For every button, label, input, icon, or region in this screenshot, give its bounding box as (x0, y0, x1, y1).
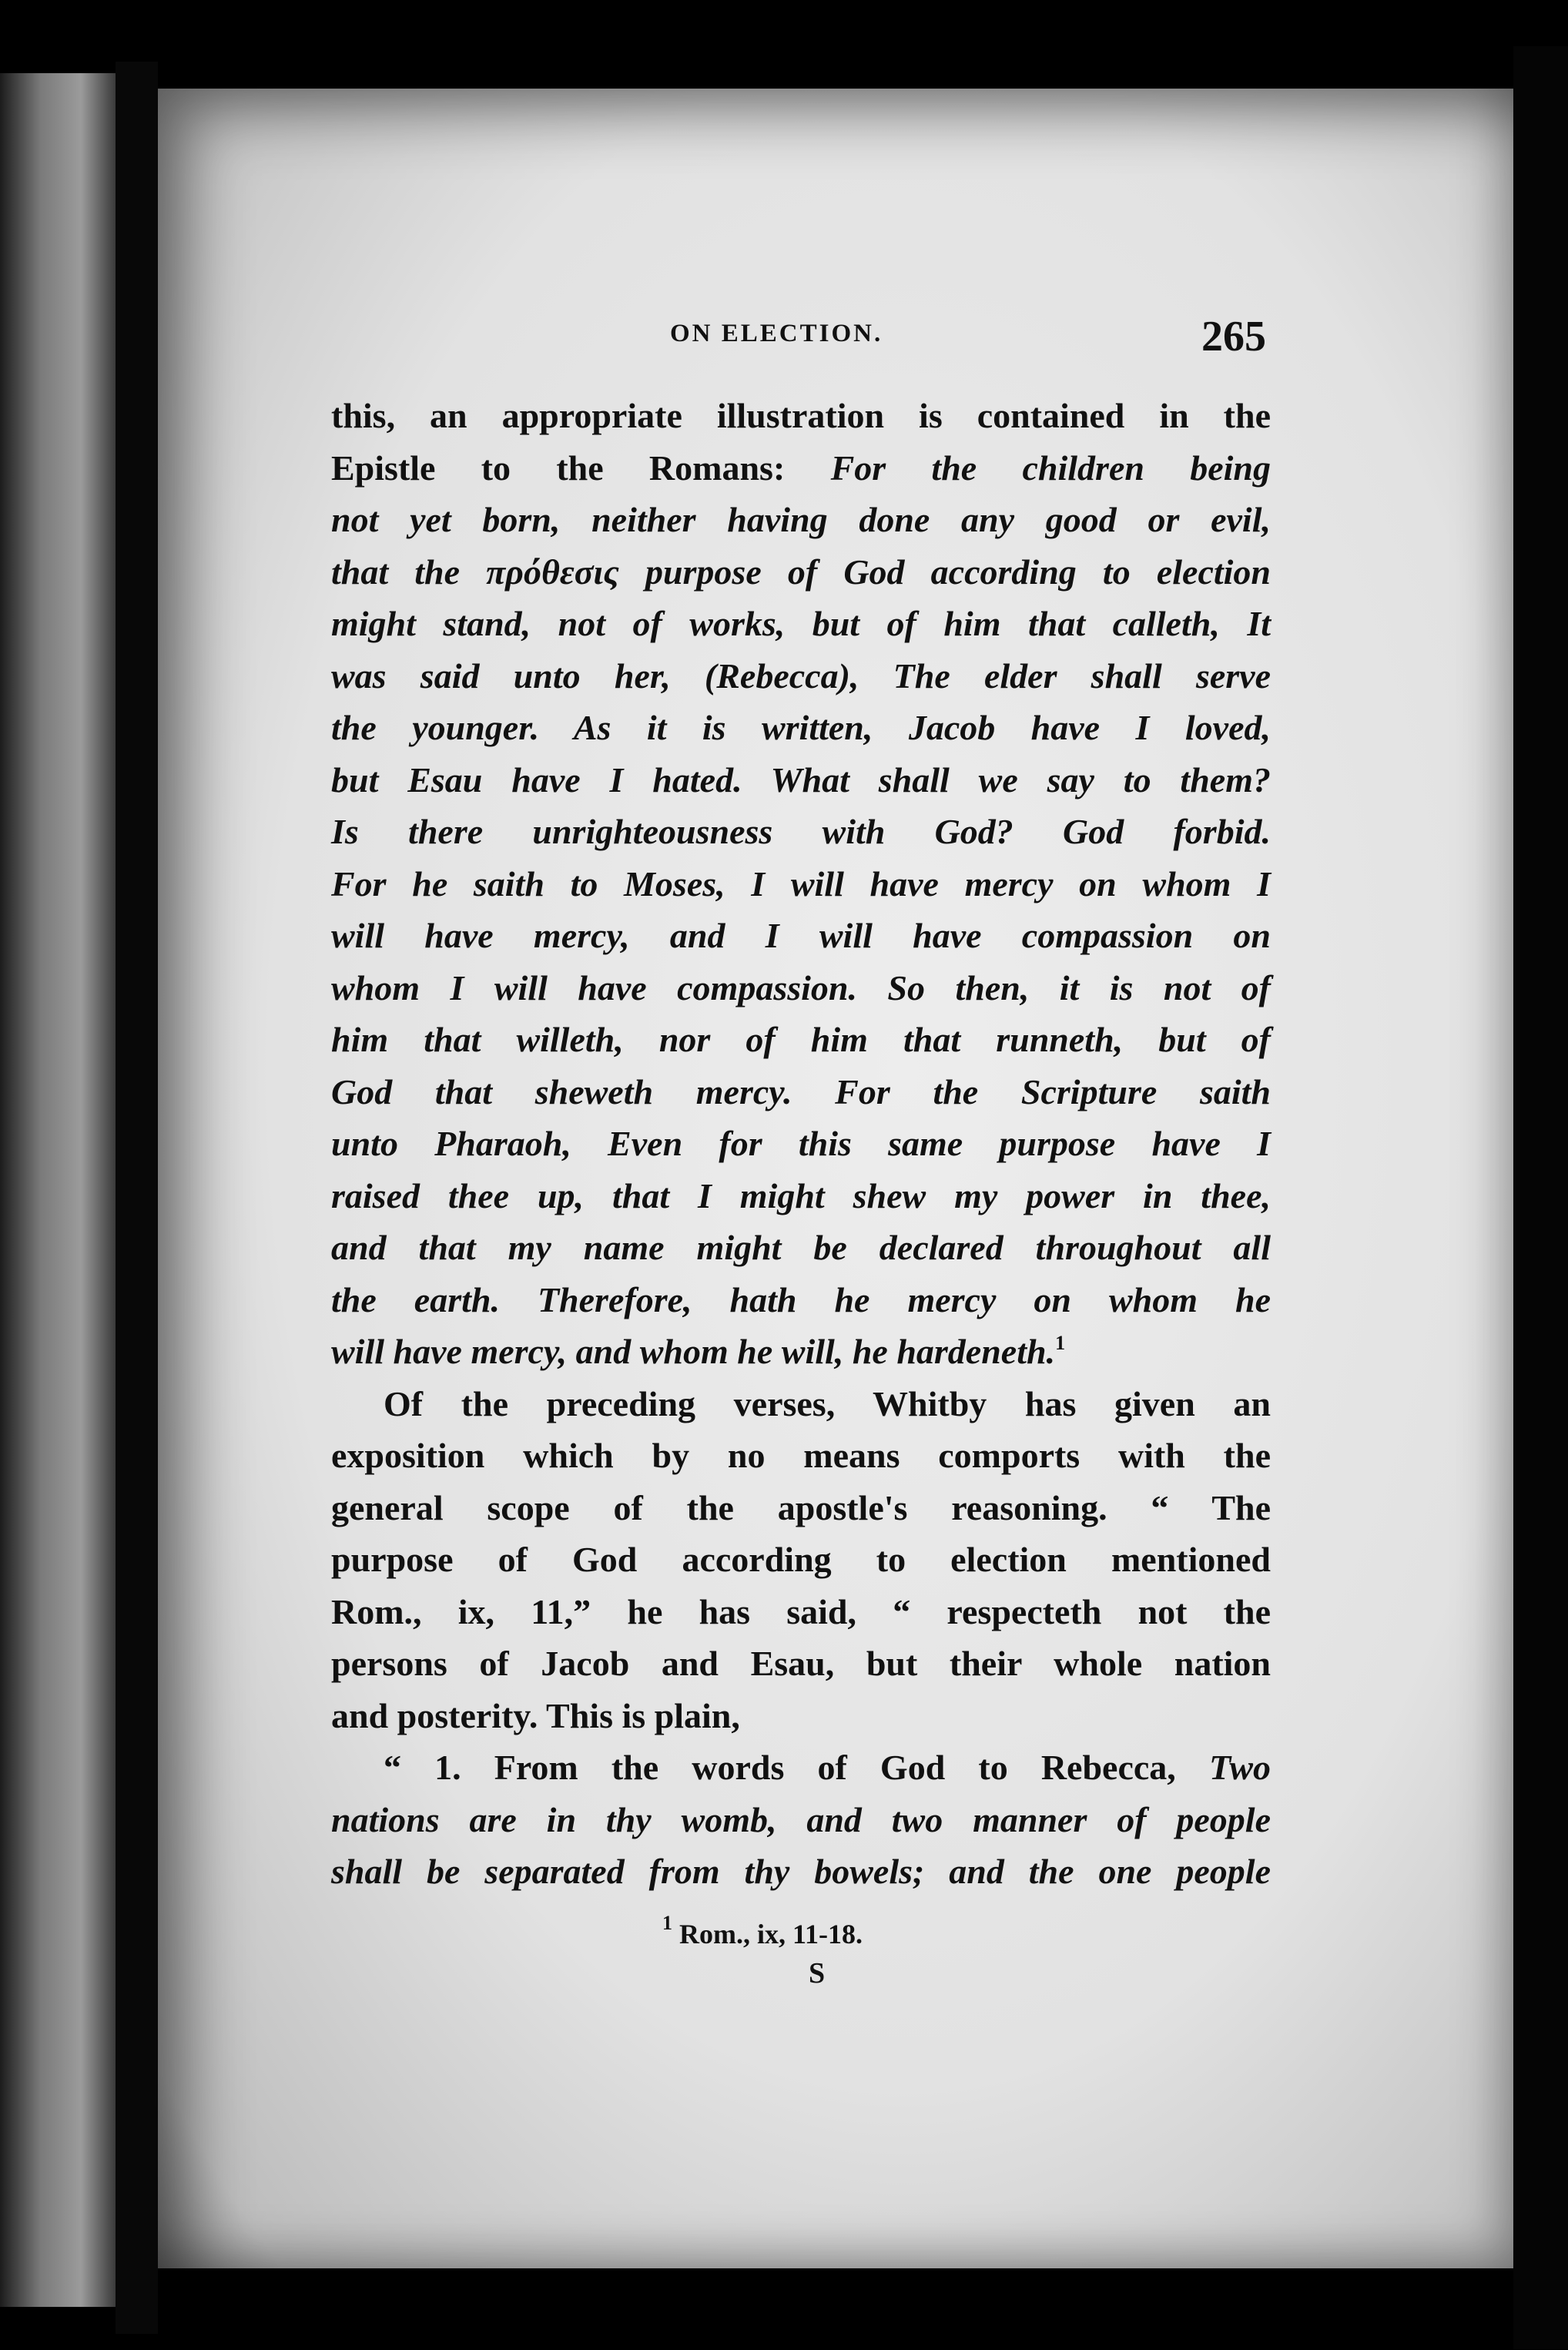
footnote-reference: 1 (1055, 1332, 1066, 1354)
text-line (384, 1381, 1271, 1427)
text-line (384, 1745, 1271, 1791)
line-text: persons of Jacob and Esau, but their whole nation (331, 1644, 1271, 1683)
text-line (331, 1693, 1271, 1739)
adjacent-page-edge (0, 73, 116, 2307)
text-line (331, 1641, 1271, 1687)
text-line (331, 1329, 1271, 1375)
text-line (331, 809, 1271, 855)
text-line (331, 1797, 1271, 1843)
line-text: the younger. As it is written, Jacob have I loved, (331, 708, 1271, 747)
text-line (331, 601, 1271, 647)
text-line (331, 1225, 1271, 1271)
text-line (331, 1589, 1271, 1635)
text-line (331, 1121, 1271, 1167)
page-number: 265 (1201, 313, 1266, 360)
line-text: this, an appropriate illustration is contained in the (331, 396, 1271, 435)
line-text: the earth. Therefore, hath he mercy on whom he (331, 1279, 1271, 1319)
signature-mark: S (809, 1957, 826, 1990)
text-line (331, 549, 1271, 595)
text-line (331, 913, 1271, 959)
line-text: exposition which by no means comports with the (331, 1436, 1271, 1475)
line-text: but Esau have I hated. What shall we say to them? (331, 759, 1271, 800)
line-text: general scope of the apostle's reasoning. “ The (331, 1487, 1271, 1527)
line-text: that the πρόθεσις purpose of God according to election (331, 551, 1271, 592)
text-line (331, 965, 1271, 1011)
text-line (331, 1537, 1271, 1583)
line-text: raised thee up, that I might shew my power in thee, (331, 1175, 1271, 1215)
line-text: God that sheweth mercy. For the Scripture saith (331, 1071, 1271, 1111)
text-line (331, 861, 1271, 907)
text-line (331, 445, 1271, 491)
line-text: him that willeth, nor of him that runneth, but of (331, 1020, 1271, 1059)
text-line (331, 1849, 1271, 1895)
line-text: nations are in thy womb, and two manner of people (331, 1799, 1271, 1839)
line-text: unto Pharaoh, Even for this same purpose have I (331, 1124, 1271, 1163)
line-text: Is there unrighteousness with God? God forbid. (331, 812, 1271, 851)
line-text: Rom., ix, 11,” he has said, “ respecteth not the (331, 1591, 1271, 1631)
line-text-italic: Two (1208, 1748, 1271, 1787)
text-line (331, 705, 1271, 751)
line-text: not yet born, neither having done any good or evil, (331, 500, 1271, 539)
footnote-marker: 1 (662, 1912, 672, 1934)
line-text: purpose of God according to election mentioned (331, 1540, 1271, 1579)
footnote-text: Rom., ix, 11-18. (679, 1919, 863, 1949)
line-text: whom I will have compassion. So then, it is not of (331, 967, 1271, 1007)
text-line (331, 1277, 1271, 1323)
line-text-italic: For the children being (830, 448, 1271, 488)
scan-border (1513, 46, 1568, 2349)
line-text: will have mercy, and whom he will, he hardeneth. (331, 1332, 1056, 1371)
text-line (331, 1173, 1271, 1219)
text-line (331, 1017, 1271, 1063)
text-line (331, 497, 1271, 543)
line-text: was said unto her, (Rebecca), The elder shall serve (331, 655, 1271, 696)
line-text: will have mercy, and I will have compassion on (331, 916, 1271, 955)
footnote (662, 1912, 863, 1950)
text-line (331, 653, 1271, 699)
text-line (331, 1485, 1271, 1531)
line-text: “ 1. From the words of God to Rebecca, (384, 1748, 1176, 1787)
line-text: For he saith to Moses, I will have mercy on whom I (331, 863, 1271, 903)
line-text: Of the preceding verses, Whitby has given an (384, 1383, 1271, 1423)
line-text: and posterity. This is plain, (331, 1695, 740, 1735)
running-title: ON ELECTION. (670, 320, 883, 347)
line-text: and that my name might be declared throughout all (331, 1228, 1271, 1267)
text-line (331, 393, 1271, 439)
line-text: shall be separated from thy bowels; and the one people (331, 1852, 1271, 1891)
line-text: might stand, not of works, but of him that calleth, It (331, 604, 1271, 643)
text-line (331, 757, 1271, 803)
text-line (331, 1433, 1271, 1479)
line-text: Epistle to the Romans: (331, 448, 786, 488)
book-gutter (116, 62, 158, 2334)
text-line (331, 1069, 1271, 1115)
